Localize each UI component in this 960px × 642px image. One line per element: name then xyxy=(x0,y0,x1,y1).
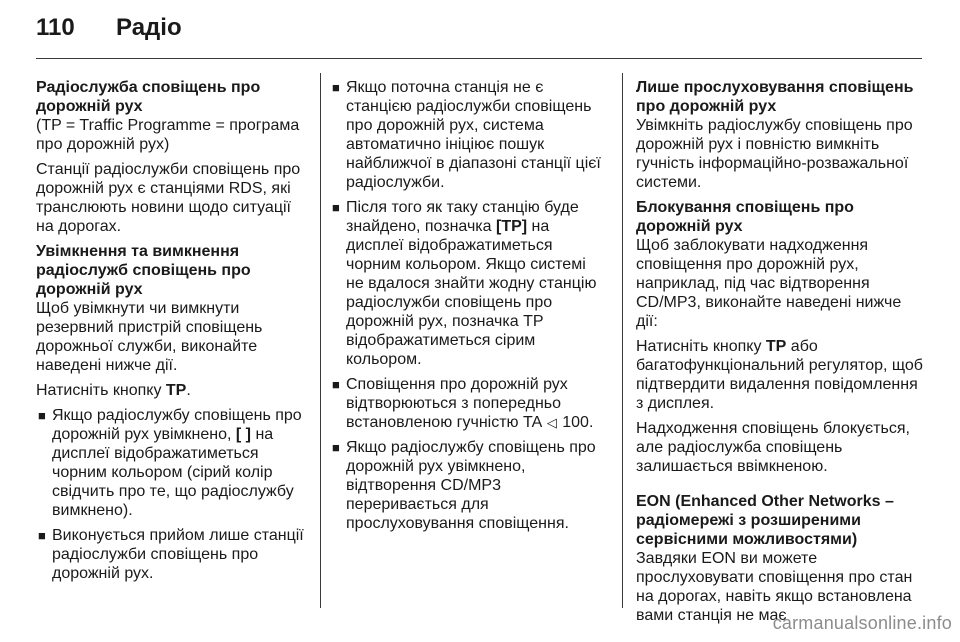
section-heading-eon: EON (Enhanced Other Networks – радіомережі з розширеними сервісними можливостями) xyxy=(636,493,894,548)
paragraph-blocked-note: Надходження сповіщень блокується, але радіослужба сповіщень залишається ввімкненою. xyxy=(636,420,910,475)
header-divider xyxy=(36,58,922,59)
paragraph-blocking: Щоб заблокувати надходження сповіщення про дорожній рух, наприклад, під час відтворення CD/MP3, виконайте наведені нижче дії: xyxy=(636,237,902,330)
list-item xyxy=(36,406,308,520)
list-item-text xyxy=(346,198,604,369)
column-1 xyxy=(36,78,308,589)
watermark: carmanualsonline.info xyxy=(772,613,952,633)
paragraph-enable-instructions: Щоб увімкнути чи вимкнути резервний пристрій сповіщень дорожньої служби, виконайте наведені нижче дії. xyxy=(36,300,263,374)
list-item-text: Якщо радіослужбу сповіщень про дорожній рух увімкнено, відтворення CD/MP3 переривається для прослуховування сповіщення. xyxy=(346,439,596,532)
display-indicator-label: [ ] xyxy=(235,426,252,443)
paragraph-tp-definition: (TP = Traffic Programme = програма про дорожній рух) xyxy=(36,117,300,153)
page-reference: 100. xyxy=(557,414,594,431)
list-item xyxy=(330,78,604,192)
text: або багатофункціональний регулятор, щоб підтвердити видалення повідомлення з дисплея. xyxy=(636,338,923,412)
section-heading-blocking: Блокування сповіщень про дорожній рух xyxy=(636,199,854,235)
list-item-text: Якщо поточна станція не є станцією радіослужби сповіщень про дорожній рух, система автоматично ініціює пошук найближчої в діапазоні станції цієї радіослужби. xyxy=(346,79,601,191)
text: Після того як таку станцію буде знайдено, позначка xyxy=(346,199,579,235)
tp-key-label: TP xyxy=(165,382,187,399)
paragraph-eon: Завдяки EON ви можете прослуховувати сповіщення про стан на дорогах, навіть якщо встановлена вами станція не має xyxy=(636,550,913,624)
bullet-icon: ■ xyxy=(332,377,340,392)
paragraph-listen-only: Увімкніть радіослужбу сповіщень про дорожній рух і повністю вимкніть гучність інформаційно-розважальної системи. xyxy=(636,117,913,191)
bullet-icon: ■ xyxy=(332,80,340,95)
section-heading-listen-only: Лише прослуховування сповіщень про дорожній рух xyxy=(636,79,914,115)
tp-indicator-label: [TP] xyxy=(496,218,528,235)
list-item xyxy=(330,375,604,432)
spacer xyxy=(636,482,926,492)
list-item-text xyxy=(52,406,308,520)
paragraph-press-tp-or-knob xyxy=(636,337,926,413)
bullet-icon: ■ xyxy=(332,200,340,215)
column-divider-2 xyxy=(622,73,623,608)
paragraph-rds-stations: Станції радіослужби сповіщень про дорожній рух є станціями RDS, які транслюють новини щодо ситуації на дорогах. xyxy=(36,161,301,235)
text: Якщо радіослужбу сповіщень про дорожній рух увімкнено, xyxy=(52,407,302,443)
column-3 xyxy=(636,78,926,631)
list-item xyxy=(36,526,308,583)
bullet-icon: ■ xyxy=(38,528,46,543)
list-item xyxy=(330,438,604,533)
text: Натисніть кнопку xyxy=(636,338,766,355)
bullet-icon: ■ xyxy=(38,408,46,423)
page-number: 110 xyxy=(36,14,75,41)
paragraph-press-tp xyxy=(36,381,308,400)
tp-key-label: TP xyxy=(765,338,787,355)
page-reference-arrow-icon: ◁ xyxy=(546,415,557,430)
list-item-text: Виконується прийом лише станції радіослужби сповіщень про дорожній рух. xyxy=(52,527,304,582)
list-item xyxy=(330,198,604,369)
bullet-icon: ■ xyxy=(332,440,340,455)
list-item-text xyxy=(346,375,604,432)
page-header xyxy=(36,14,182,54)
column-divider-1 xyxy=(320,73,321,608)
section-heading-traffic-service: Радіослужба сповіщень про дорожній рух xyxy=(36,79,261,115)
text: на дисплеї відображатиметься чорним кольором (сірий колір свідчить про те, що радіослужбу вимкнено). xyxy=(52,426,294,519)
section-heading-enable-disable: Увімкнення та вимкнення радіослужб сповіщень про дорожній рух xyxy=(36,243,251,298)
text: Сповіщення про дорожній рух відтворюються з попередньо встановленою гучністю TA xyxy=(346,376,568,431)
text: . xyxy=(186,382,191,399)
text: Натисніть кнопку xyxy=(36,382,166,399)
page-title: Радіо xyxy=(116,14,182,41)
text: на дисплеї відображатиметься чорним кольором. Якщо системі не вдалося знайти жодну станцію радіослужби сповіщень про дорожній рух, позначка TP відображатиметься сірим кольором. xyxy=(346,218,597,368)
column-2 xyxy=(330,78,604,539)
